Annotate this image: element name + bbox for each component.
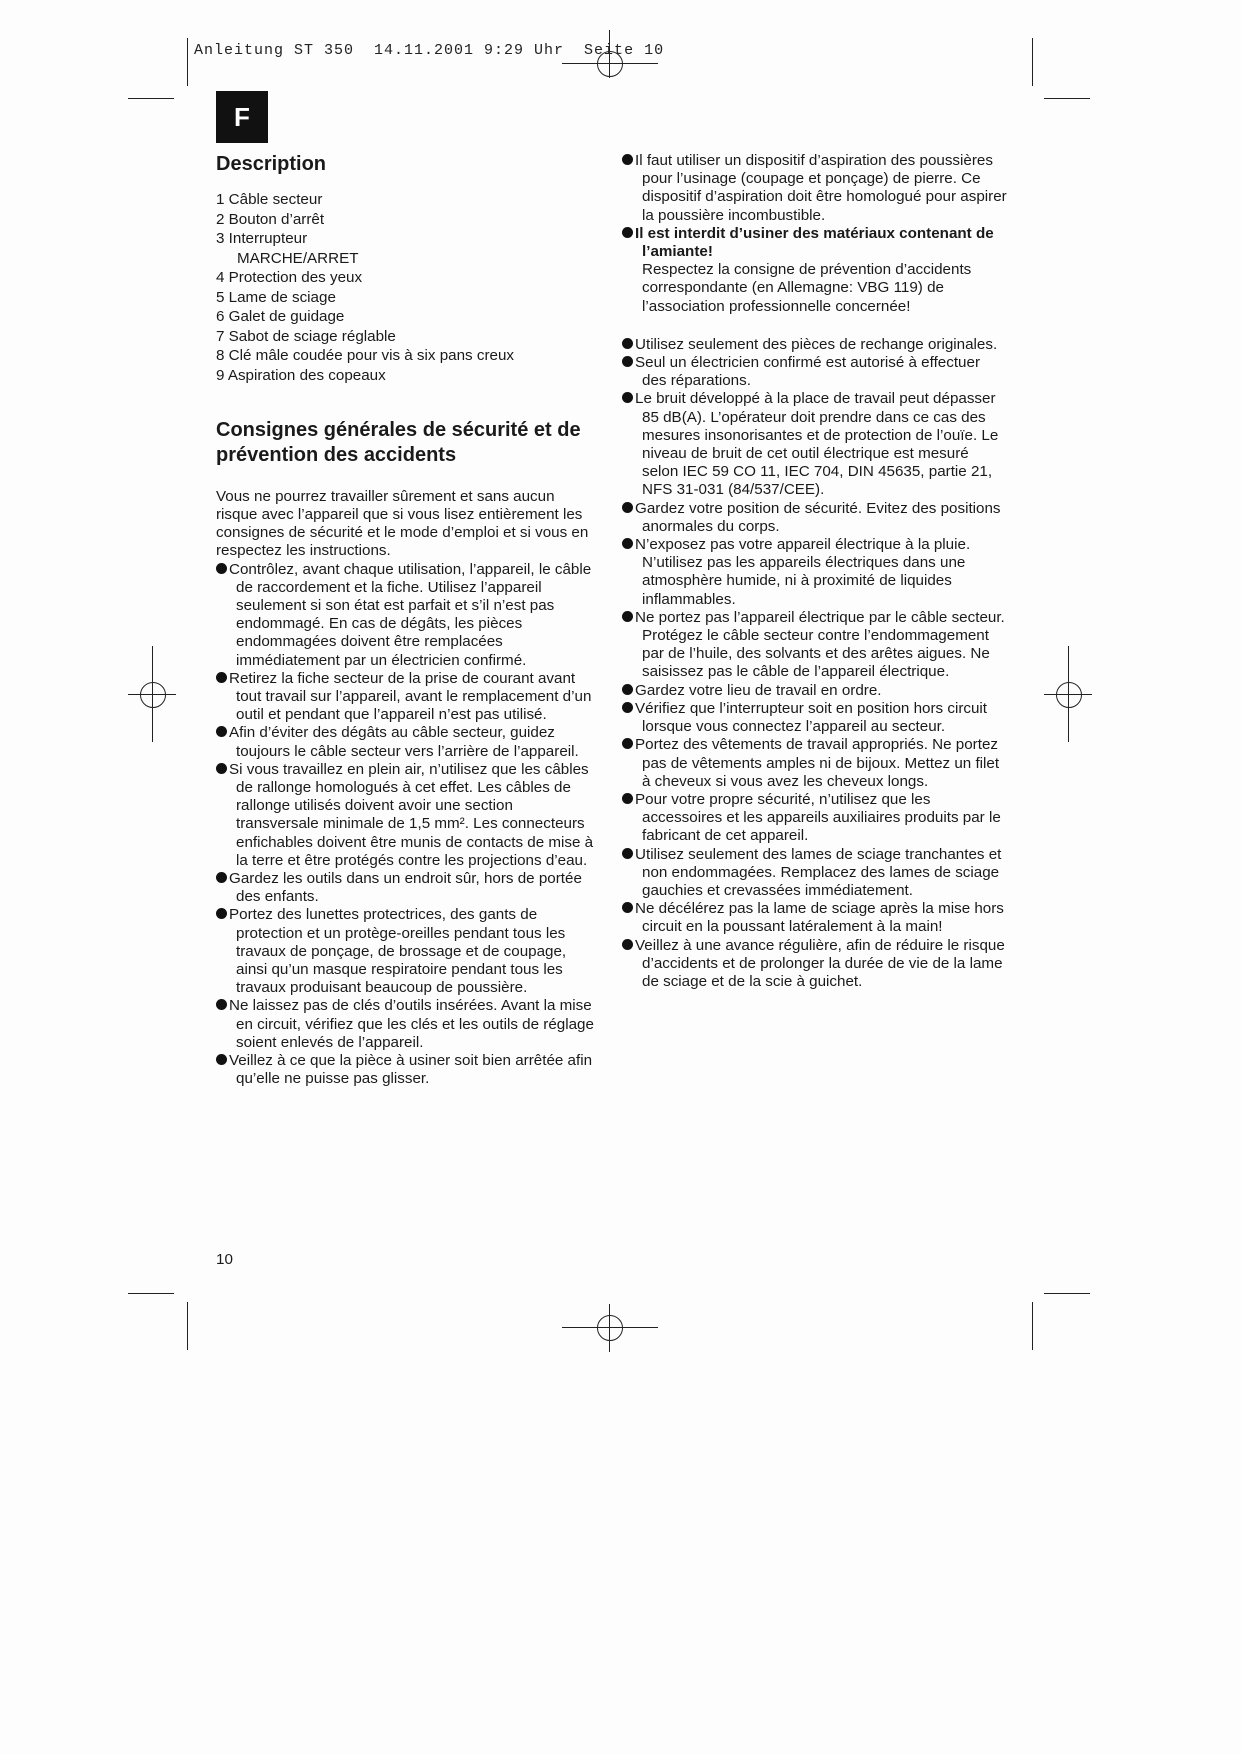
crop-mark <box>1032 1302 1033 1350</box>
bullet-icon <box>216 1054 227 1065</box>
bullet-icon <box>622 356 633 367</box>
safety-list-item: Gardez les outils dans un endroit sûr, hors de portée des enfants. <box>216 870 596 906</box>
right-column <box>622 152 1007 991</box>
crop-mark <box>128 1293 174 1294</box>
bullet-icon <box>622 611 633 622</box>
safety-list-item: Portez des lunettes protectrices, des gants de protection et un protège-oreilles pendant tous les travaux de ponçage, de brossage et de coupage, ainsi qu’un masque respiratoire pendant tous les travaux produisant beaucoup de poussière. <box>216 906 596 997</box>
bullet-icon <box>622 338 633 349</box>
bullet-icon <box>622 848 633 859</box>
safety-list-item: Le bruit développé à la place de travail peut dépasser 85 dB(A). L’opérateur doit prendre dans ce cas des mesures insonorisantes et de protection de l’ouïe. Le niveau de bruit de cet outil électrique est mesuré selon IEC 59 CO 11, IEC 704, DIN 45635, partie 21, NFS 31-031 (84/537/CEE). <box>622 390 1007 499</box>
bullet-icon <box>622 154 633 165</box>
parts-list <box>216 191 596 385</box>
bullet-icon <box>622 502 633 513</box>
safety-list-item: Veillez à ce que la pièce à usiner soit bien arrêtée afin qu’elle ne puisse pas glisser. <box>216 1052 596 1088</box>
safety-list-right <box>622 336 1007 991</box>
crop-mark <box>128 98 174 99</box>
registration-mark-circle <box>1056 682 1082 708</box>
asbestos-warning <box>622 225 1007 316</box>
safety-list-item: Gardez votre lieu de travail en ordre. <box>622 682 1007 700</box>
safety-list-item: Retirez la fiche secteur de la prise de courant avant tout travail sur l’appareil, avant le remplacement d’un outil et pendant que l’appareil n’est pas utilisé. <box>216 670 596 725</box>
safety-list-left <box>216 561 596 1089</box>
language-badge: F <box>216 91 268 143</box>
bullet-icon <box>216 763 227 774</box>
parts-list-item: 9 Aspiration des copeaux <box>216 366 386 384</box>
parts-list-item: 8 Clé mâle coudée pour vis à six pans creux <box>216 347 514 364</box>
bullet-icon <box>622 684 633 695</box>
crop-mark <box>187 1302 188 1350</box>
parts-list-item: 5 Lame de sciage <box>216 288 336 306</box>
safety-list-item: Il faut utiliser un dispositif d’aspiration des poussières pour l’usinage (coupage et ponçage) de pierre. Ce dispositif d’aspiration doit être homologué pour aspirer la poussière incombustible. <box>622 152 1007 225</box>
bullet-icon <box>622 738 633 749</box>
parts-list-item: 4 Protection des yeux <box>216 269 363 286</box>
print-header: Anleitung ST 350 14.11.2001 9:29 Uhr Seite 10 <box>194 42 665 59</box>
bullet-icon <box>622 538 633 549</box>
bullet-icon <box>216 563 227 574</box>
crop-mark <box>1032 38 1033 86</box>
registration-mark-circle <box>140 682 166 708</box>
parts-list-item: MARCHE/ARRET <box>237 249 359 267</box>
safety-list-item: Pour votre propre sécurité, n’utilisez que les accessoires et les appareils auxiliaires produits par le fabricant de cet appareil. <box>622 791 1007 846</box>
safety-list-item: Gardez votre position de sécurité. Evitez des positions anormales du corps. <box>622 500 1007 536</box>
bullet-icon <box>216 999 227 1010</box>
parts-list-item: 2 Bouton d’arrêt <box>216 210 325 228</box>
bullet-icon <box>216 672 227 683</box>
safety-list-item: N’exposez pas votre appareil électrique à la pluie. N’utilisez pas les appareils électriques dans une atmosphère humide, ni à proximité de liquides inflammables. <box>622 536 1007 609</box>
safety-list-item: Portez des vêtements de travail appropriés. Ne portez pas de vêtements amples ni de bijoux. Mettez un filet à cheveux si vous avez les cheveux longs. <box>622 736 1007 791</box>
safety-list-item: Ne décélérez pas la lame de sciage après la mise hors circuit en la poussant latéralement à la main! <box>622 900 1007 936</box>
page-number: 10 <box>216 1251 233 1268</box>
safety-list-item: Veillez à une avance régulière, afin de réduire le risque d’accidents et de prolonger la durée de vie de la lame de sciage et de la scie à guichet. <box>622 937 1007 992</box>
safety-list-item: Afin d’éviter des dégâts au câble secteur, guidez toujours le câble secteur vers l’arrière de l’appareil. <box>216 724 596 760</box>
safety-list-right-top <box>622 152 1007 225</box>
bullet-icon <box>216 908 227 919</box>
bullet-icon <box>622 392 633 403</box>
bullet-icon <box>622 902 633 913</box>
safety-list-item: Vérifiez que l’interrupteur soit en position hors circuit lorsque vous connectez l’appareil au secteur. <box>622 700 1007 736</box>
safety-list-item: Contrôlez, avant chaque utilisation, l’appareil, le câble de raccordement et la fiche. Utilisez l’appareil seulement si son état est parfait et s’il n’est pas endommagé. En cas de dégâts, les pièces endommagées doivent être remplacées immédiatement par un électricien confirmé. <box>216 561 596 670</box>
registration-mark-circle <box>597 1315 623 1341</box>
bullet-icon <box>216 726 227 737</box>
safety-list-item: Ne laissez pas de clés d’outils insérées. Avant la mise en circuit, vérifiez que les clés et les outils de réglage soient enlevés de l’appareil. <box>216 997 596 1052</box>
asbestos-warning-text: Respectez la consigne de prévention d’accidents correspondante (en Allemagne: VBG 119) de l’association professionnelle concernée! <box>642 261 972 315</box>
bullet-icon <box>622 939 633 950</box>
parts-list-item: 1 Câble secteur <box>216 191 323 208</box>
safety-list-item <box>622 225 1007 316</box>
bullet-icon <box>622 793 633 804</box>
bullet-icon <box>622 702 633 713</box>
safety-list-item: Si vous travaillez en plein air, n’utilisez que les câbles de rallonge homologués à cet effet. Les câbles de rallonge utilisés doivent avoir une section transversale minimale de 1,5 mm². Les connecteurs enfichables doivent être munis de contacts de mise à la terre et être protégés contre les projections d’eau. <box>216 761 596 870</box>
safety-list-item: Seul un électricien confirmé est autorisé à effectuer des réparations. <box>622 354 1007 390</box>
crop-mark <box>1044 98 1090 99</box>
parts-list-item: 3 Interrupteur <box>216 230 308 247</box>
description-heading: Description <box>216 153 327 175</box>
safety-list-item: Utilisez seulement des pièces de rechange originales. <box>622 336 1007 354</box>
safety-intro: Vous ne pourrez travailler sûrement et sans aucun risque avec l’appareil que si vous lisez entièrement les consignes de sécurité et le mode d’emploi et si vous en respectez les instructions. <box>216 487 589 560</box>
asbestos-warning-title: Il est interdit d’usiner des matériaux contenant de l’amiante! <box>635 224 994 261</box>
bullet-icon <box>216 872 227 883</box>
crop-mark <box>1044 1293 1090 1294</box>
bullet-icon <box>622 227 633 238</box>
crop-mark <box>187 38 188 86</box>
left-column <box>216 152 596 1088</box>
parts-list-item: 7 Sabot de sciage réglable <box>216 327 396 345</box>
safety-heading: Consignes générales de sécurité et de prévention des accidents <box>216 418 581 466</box>
safety-list-item: Ne portez pas l’appareil électrique par le câble secteur. Protégez le câble secteur contre l’endommagement par de l’huile, des solvants et des arêtes aigues. Ne saisissez pas le câble de l’appareil électrique. <box>622 609 1007 682</box>
safety-list-item: Utilisez seulement des lames de sciage tranchantes et non endommagées. Remplacez des lames de sciage gauchies et crevassées immédiatement. <box>622 846 1007 901</box>
parts-list-item: 6 Galet de guidage <box>216 308 345 325</box>
